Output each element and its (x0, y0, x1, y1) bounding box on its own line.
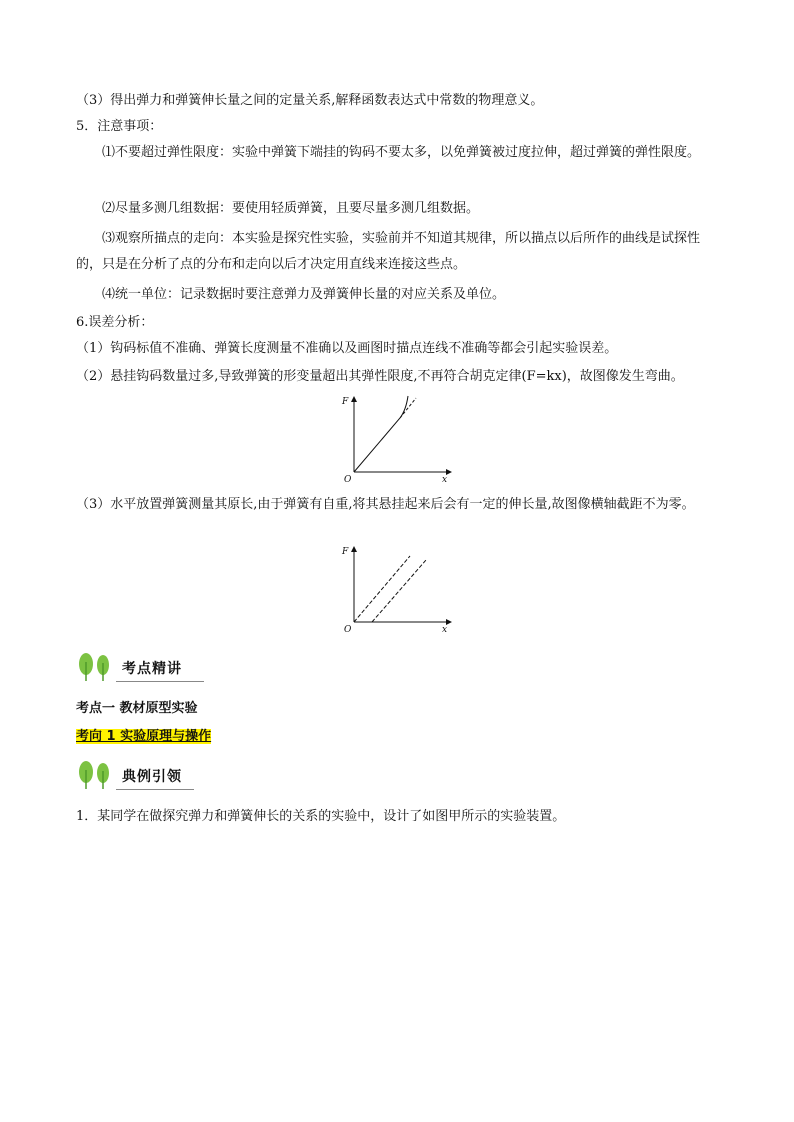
banner-2-underline (116, 789, 194, 790)
note-2: ⑵尽量多测几组数据：要使用轻质弹簧，且要尽量多测几组数据。 (102, 201, 480, 216)
graph1-x-label: x (442, 475, 448, 484)
question-1: 1．某同学在做探究弹力和弹簧伸长的关系的实验中，设计了如图甲所示的实验装置。 (76, 809, 566, 824)
direction-title-highlight: 考向 1 实验原理与操作 (76, 729, 212, 744)
error-2: （2）悬挂钩码数量过多,导致弹簧的形变量超出其弹性限度,不再符合胡克定律(F=kx)，故图像发生弯曲。 (76, 369, 684, 384)
item-3-text: （3）得出弹力和弹簧伸长量之间的定量关系,解释函数表达式中常数的物理意义。 (76, 93, 544, 108)
graph2-y-label: F (342, 547, 349, 557)
note-1: ⑴不要超过弹性限度：实验中弹簧下端挂的钩码不要太多，以免弹簧被过度拉伸，超过弹簧的弹性限度。 (102, 145, 701, 160)
section-6-title: 6.误差分析： (76, 315, 154, 330)
banner-1-label: 考点精讲 (122, 661, 182, 677)
error-1: （1）钩码标值不准确、弹簧长度测量不准确以及画图时描点连线不准确等都会引起实验误差。 (76, 341, 618, 356)
section-banner-key-points (76, 652, 206, 682)
banner-1-underline (116, 681, 204, 682)
graph2-origin-label: O (344, 625, 352, 634)
direction-line (76, 724, 724, 750)
graph1-origin-label: O (344, 475, 352, 484)
graph-curved (338, 392, 458, 484)
section-5-title: 5．注意事项： (76, 119, 163, 134)
note-3: ⑶观察所描点的走向：本实验是探究性实验，实验前并不知道其规律，所以描点以后所作的曲线是试探性的，只是在分析了点的分布和走向以后才决定用直线来连接这些点。 (76, 231, 701, 272)
tree-leaf-icon (76, 760, 116, 790)
tree-leaf-icon (76, 652, 116, 682)
graph2-x-label: x (442, 625, 448, 634)
note-4: ⑷统一单位：记录数据时要注意弹力及弹簧伸长量的对应关系及单位。 (102, 287, 506, 302)
section-banner-example (76, 760, 206, 790)
point-title: 考点一 教材原型实验 (76, 701, 198, 716)
banner-2-label: 典例引领 (122, 769, 182, 785)
graph-offset (338, 542, 458, 634)
error-3: （3）水平放置弹簧测量其原长,由于弹簧有自重,将其悬挂起来后会有一定的伸长量,故图像横轴截距不为零。 (76, 497, 695, 512)
graph1-y-label: F (342, 397, 349, 407)
